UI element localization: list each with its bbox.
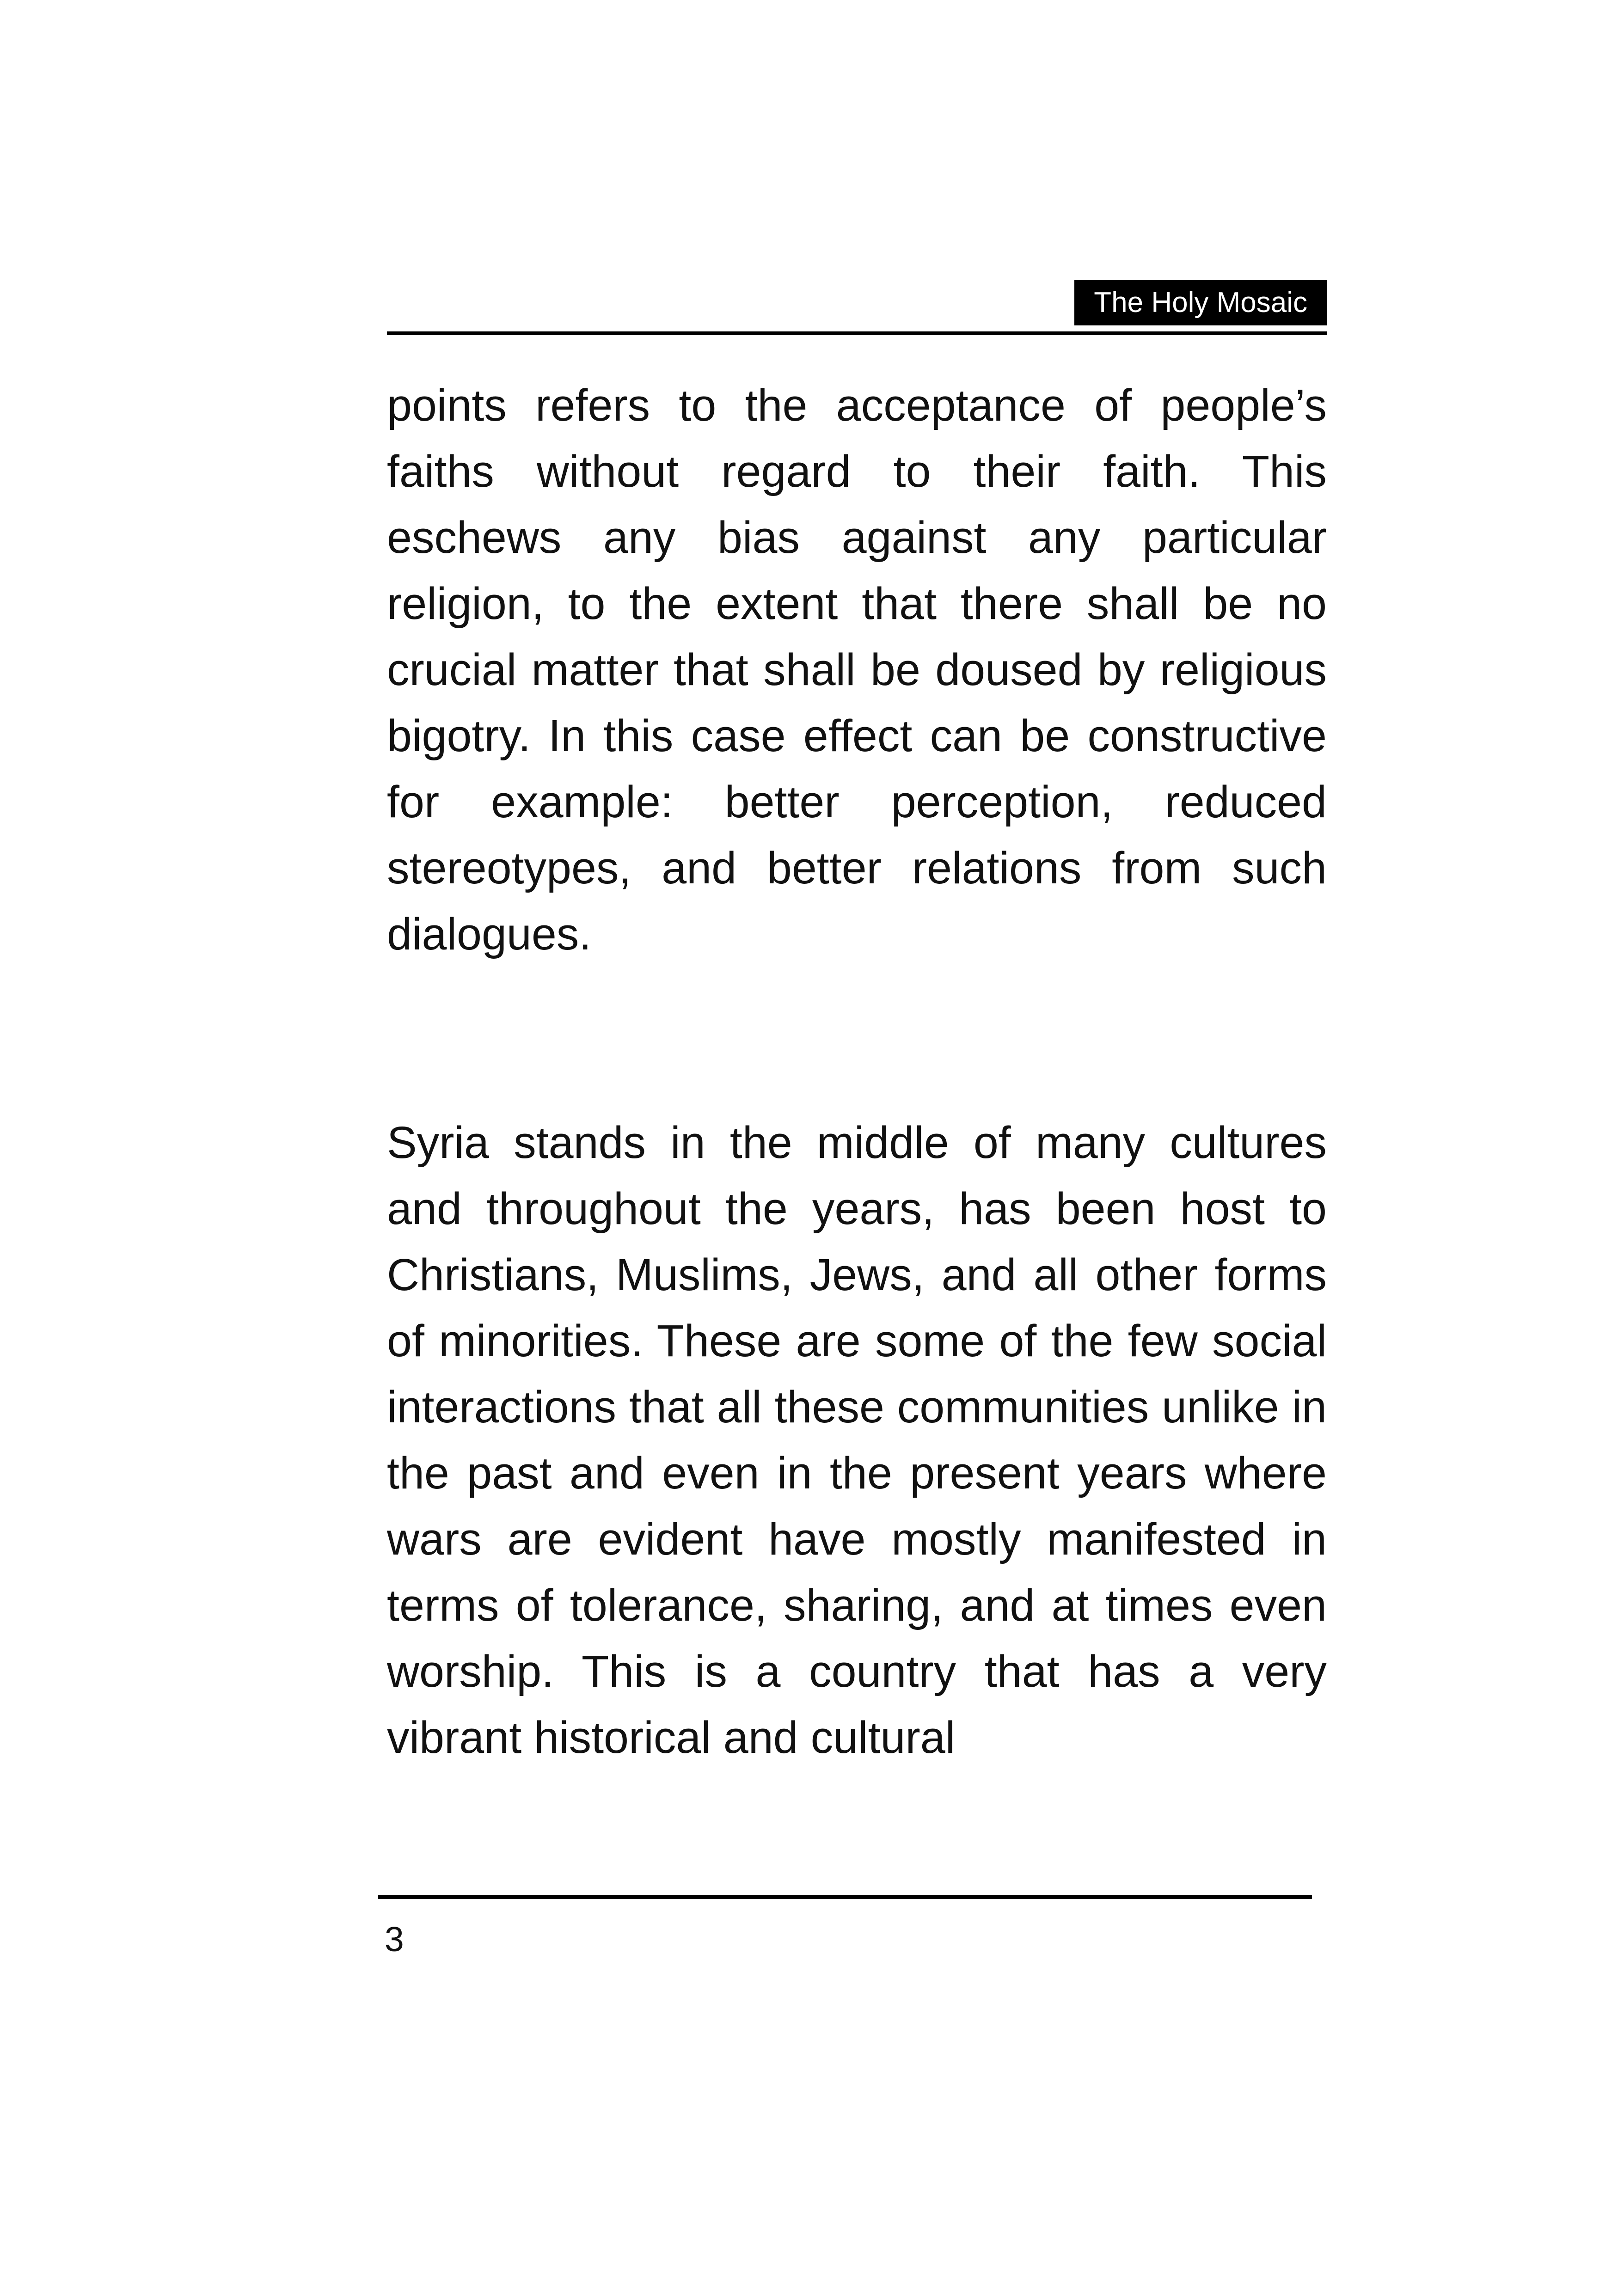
page-number: 3 (385, 1920, 404, 1959)
body-paragraph-1: points refers to the acceptance of people’s faiths without regard to their faith. This eschews any bias against any particular religion, to the extent that there shall be no crucial matter that shall be doused by religious bigotry. In this case effect can be constructive for example: better perception, reduced stereotypes, and better relations from such dialogues. (387, 380, 1327, 959)
header-rule (387, 331, 1327, 335)
body-paragraph-2: Syria stands in the middle of many cultures and throughout the years, has been host to Christians, Muslims, Jews, and all other forms of minorities. These are some of the few social interactions that all these communities unlike in the past and even in the present years where wars are evident have mostly manifested in terms of tolerance, sharing, and at times even worship. This is a country that has a very vibrant historical and cultural (387, 1117, 1327, 1763)
running-header-title: The Holy Mosaic (1074, 280, 1327, 325)
footer-rule (378, 1895, 1312, 1899)
